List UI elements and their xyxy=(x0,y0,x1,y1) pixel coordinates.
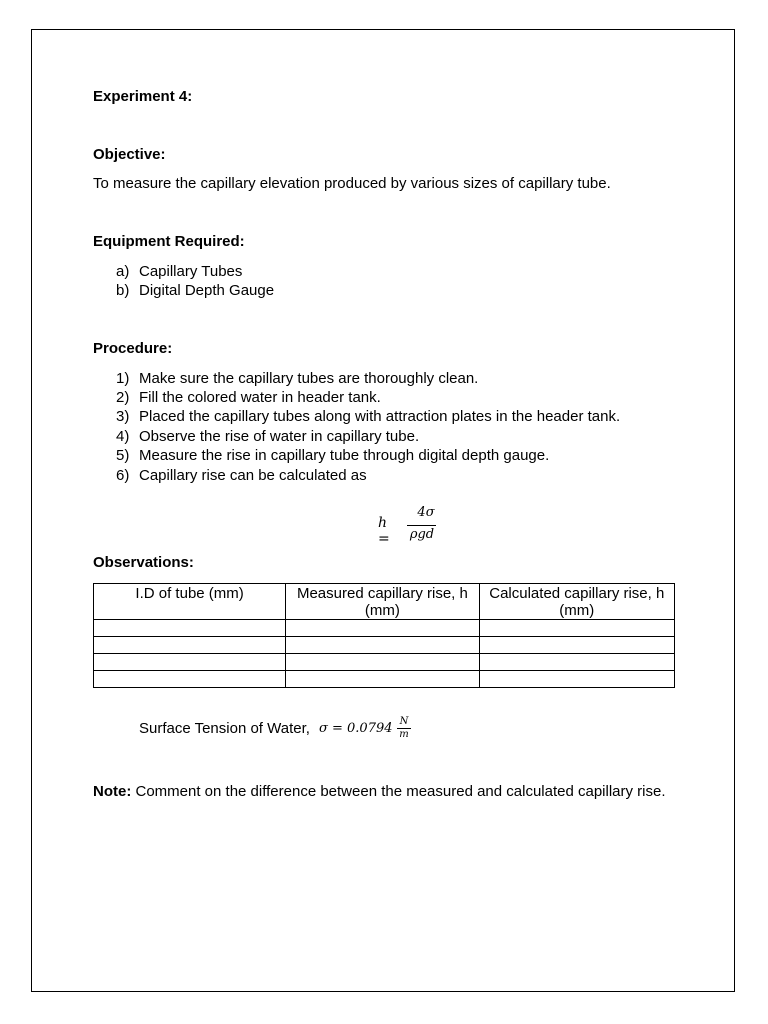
table-header-row xyxy=(94,584,675,620)
formula-denominator: ρgd xyxy=(409,527,435,542)
table-cell xyxy=(286,654,479,671)
surface-tension-label: Surface Tension of Water, xyxy=(139,720,310,737)
procedure-step xyxy=(116,446,549,465)
procedure-step xyxy=(116,427,419,446)
list-marker: 5) xyxy=(116,447,130,464)
list-marker: 3) xyxy=(116,408,130,425)
column-header: Calculated capillary rise, h (mm) xyxy=(479,584,674,620)
equipment-heading: Equipment Required: xyxy=(93,233,245,250)
formula-numerator: 4σ xyxy=(417,505,435,520)
table-cell xyxy=(479,637,674,654)
list-text: Capillary Tubes xyxy=(139,263,243,280)
note-text: Comment on the difference between the measured and calculated capillary rise. xyxy=(131,783,666,800)
equipment-item xyxy=(116,262,242,281)
note-paragraph xyxy=(93,782,673,801)
table-cell xyxy=(94,654,286,671)
procedure-heading: Procedure: xyxy=(93,340,173,357)
observations-table xyxy=(93,583,675,688)
list-text: Fill the colored water in header tank. xyxy=(139,389,381,406)
page-border xyxy=(31,29,735,992)
list-text: Capillary rise can be calculated as xyxy=(139,467,367,484)
procedure-step xyxy=(116,369,478,388)
table-cell xyxy=(94,637,286,654)
list-marker: 4) xyxy=(116,428,130,445)
list-text: Make sure the capillary tubes are thoroughly clean. xyxy=(139,370,479,387)
list-marker: b) xyxy=(116,282,130,299)
list-marker: a) xyxy=(116,263,130,280)
unit-denominator: m xyxy=(399,729,409,740)
list-marker: 2) xyxy=(116,389,130,406)
table-cell xyxy=(479,654,674,671)
table-cell xyxy=(286,671,479,688)
list-text: Observe the rise of water in capillary tube. xyxy=(139,428,420,445)
table-cell xyxy=(286,620,479,637)
list-text: Measure the rise in capillary tube through digital depth gauge. xyxy=(139,447,550,464)
fraction-bar xyxy=(407,525,436,526)
list-text: Digital Depth Gauge xyxy=(139,282,275,299)
procedure-step xyxy=(116,407,620,426)
table-row xyxy=(94,671,675,688)
table-cell xyxy=(286,637,479,654)
column-header: Measured capillary rise, h (mm) xyxy=(286,584,479,620)
experiment-title: Experiment 4: xyxy=(93,88,193,105)
equipment-item xyxy=(116,281,274,300)
table-row xyxy=(94,637,675,654)
table-cell xyxy=(479,620,674,637)
table-row xyxy=(94,620,675,637)
objective-heading: Objective: xyxy=(93,146,166,163)
procedure-step xyxy=(116,466,367,485)
surface-tension-expression: σ = 0.0794 xyxy=(319,721,393,736)
table-cell xyxy=(479,671,674,688)
objective-text: To measure the capillary elevation produced by various sizes of capillary tube. xyxy=(93,175,611,192)
list-marker: 1) xyxy=(116,370,130,387)
table-cell xyxy=(94,671,286,688)
table-cell xyxy=(94,620,286,637)
formula-lhs: h = xyxy=(378,515,390,547)
column-header: I.D of tube (mm) xyxy=(94,584,286,620)
procedure-step xyxy=(116,388,381,407)
surface-tension-unit xyxy=(397,716,411,741)
list-text: Placed the capillary tubes along with attraction plates in the header tank. xyxy=(139,408,621,425)
list-marker: 6) xyxy=(116,467,130,484)
note-label: Note: xyxy=(93,783,132,800)
table-row xyxy=(94,654,675,671)
observations-heading: Observations: xyxy=(93,554,194,571)
unit-numerator: N xyxy=(399,716,409,727)
